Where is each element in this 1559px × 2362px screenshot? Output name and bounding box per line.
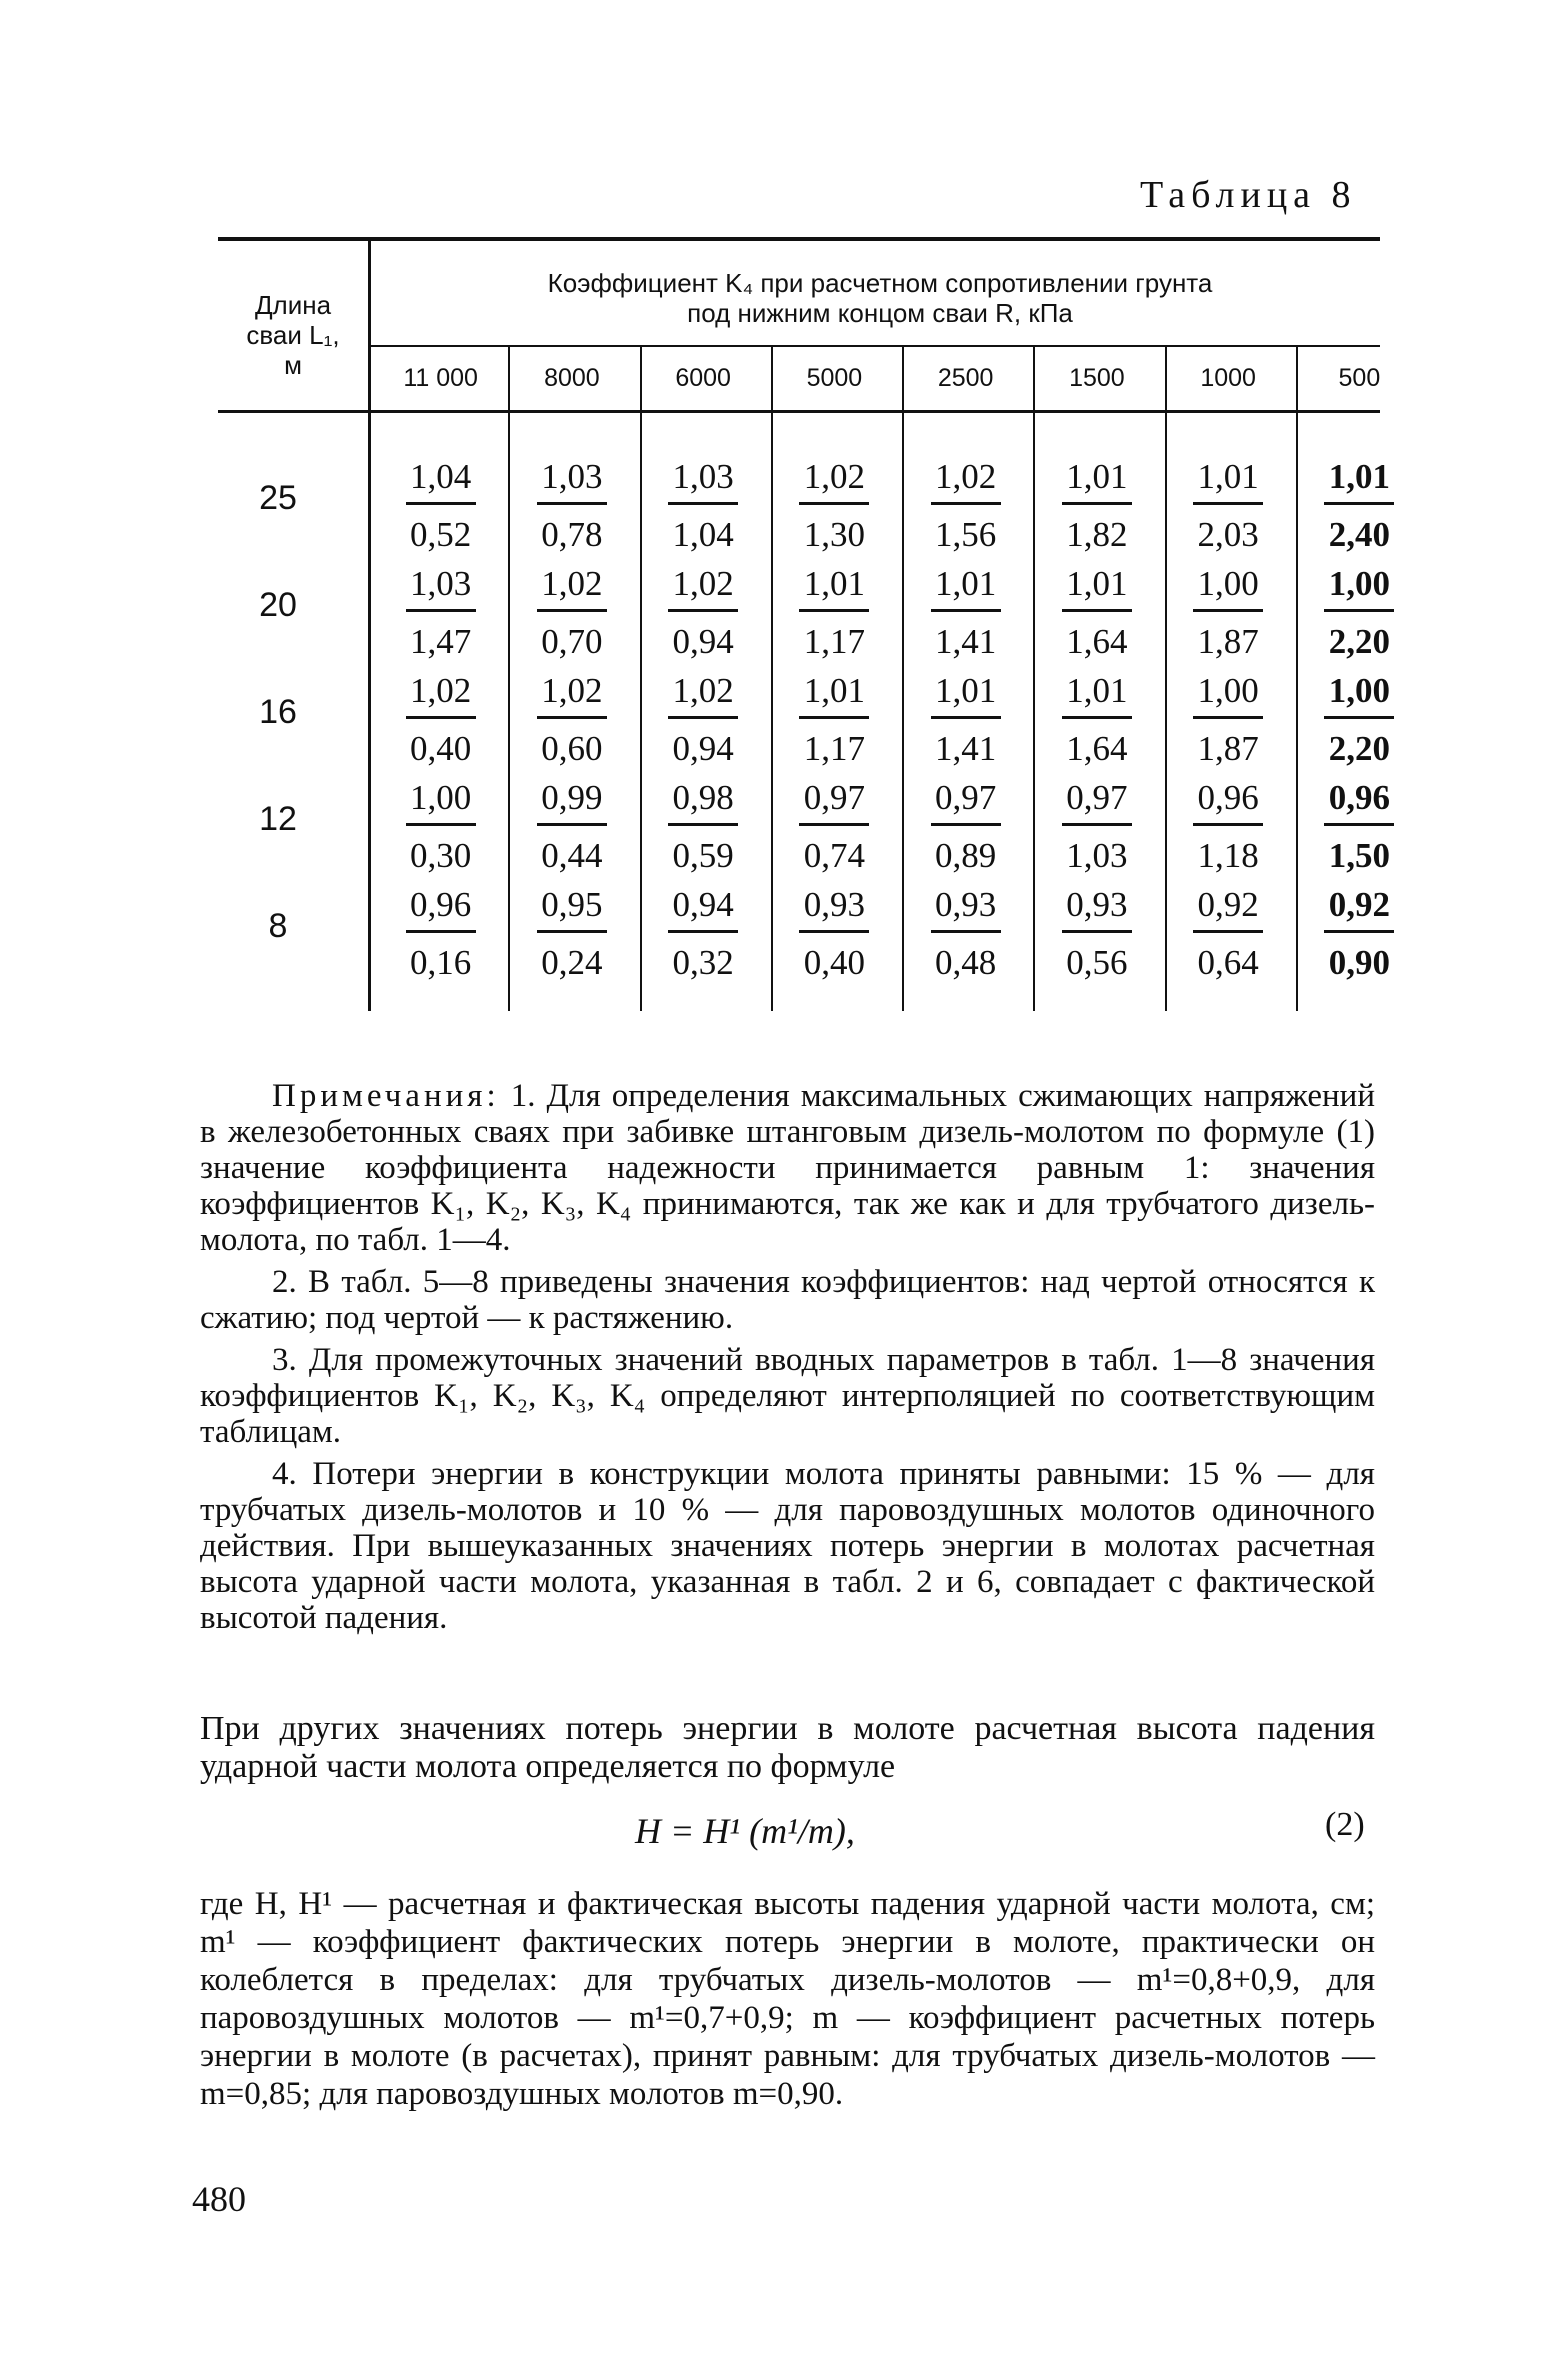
fraction-bar bbox=[668, 716, 738, 719]
table-cell bbox=[1057, 562, 1137, 664]
cell-tension-value: 1,82 bbox=[1066, 515, 1128, 554]
fraction-bar bbox=[799, 716, 869, 719]
column-header: 2500 bbox=[937, 364, 994, 392]
cell-tension-value: 0,59 bbox=[672, 836, 734, 875]
group-header-line1: Коэффициент K₄ при расчетном сопротивлении грунта bbox=[547, 268, 1213, 298]
table-cell bbox=[401, 669, 481, 771]
cell-compression-value: 0,96 bbox=[1328, 778, 1390, 817]
table-cell bbox=[1188, 883, 1268, 985]
cell-compression-value: 0,99 bbox=[541, 778, 603, 817]
cell-tension-value: 1,17 bbox=[803, 729, 865, 768]
cell-compression-value: 1,01 bbox=[935, 671, 997, 710]
table-cell bbox=[926, 669, 1006, 771]
column-header: 5000 bbox=[806, 364, 863, 392]
row-header-line1: Длина bbox=[254, 290, 332, 320]
cell-tension-value: 0,78 bbox=[541, 515, 603, 554]
cell-tension-value: 1,04 bbox=[672, 515, 734, 554]
row-length-label: 8 bbox=[268, 907, 288, 945]
table-cell bbox=[1057, 455, 1137, 557]
table-cell bbox=[794, 669, 874, 771]
cell-tension-value: 1,87 bbox=[1197, 622, 1259, 661]
note-1 bbox=[200, 1078, 1375, 1258]
cell-tension-value: 0,32 bbox=[672, 943, 734, 982]
cell-tension-value: 0,48 bbox=[935, 943, 997, 982]
fraction-bar bbox=[799, 502, 869, 505]
body-intro: При других значениях потерь энергии в молоте расчетная высота падения ударной части молота определяется по формуле bbox=[200, 1710, 1375, 1785]
table-cell bbox=[532, 669, 612, 771]
column-header: 1000 bbox=[1200, 364, 1256, 392]
table-cell bbox=[794, 776, 874, 878]
cell-compression-value: 0,97 bbox=[803, 778, 865, 817]
cell-compression-value: 1,04 bbox=[410, 457, 472, 496]
table-cell bbox=[663, 883, 743, 985]
table-cell bbox=[1188, 562, 1268, 664]
table-cell bbox=[1057, 883, 1137, 985]
cell-tension-value: 0,16 bbox=[410, 943, 472, 982]
fraction-bar bbox=[1193, 716, 1263, 719]
cell-compression-value: 1,03 bbox=[541, 457, 603, 496]
fraction-bar bbox=[1324, 502, 1394, 505]
cell-compression-value: 1,02 bbox=[803, 457, 865, 496]
column-divider bbox=[1296, 347, 1298, 1011]
group-header bbox=[380, 268, 1380, 328]
body-where: где H, H¹ — расчетная и фактическая высоты падения ударной части молота, см; m¹ — коэффициент фактических потерь энергии в молоте, практически он колеблется в пределах: для трубчатых дизель-молотов — m¹=0,8+0,9, для паровоздушных молотов — m¹=0,7+0,9; m — коэффициент расчетных потерь энергии в молоте (в расчетах), принят равным: для трубчатых дизель-молотов — m=0,85; для паровоздушных молотов m=0,90. bbox=[200, 1886, 1375, 2112]
column-divider bbox=[1165, 347, 1167, 1011]
cell-tension-value: 0,70 bbox=[541, 622, 603, 661]
cell-tension-value: 0,52 bbox=[410, 515, 472, 554]
column-header: 11 000 bbox=[403, 364, 478, 392]
cell-compression-value: 0,95 bbox=[541, 885, 603, 924]
page-number: 480 bbox=[192, 2179, 246, 2219]
table-cell bbox=[401, 455, 481, 557]
fraction-bar bbox=[1193, 502, 1263, 505]
cell-tension-value: 0,56 bbox=[1066, 943, 1128, 982]
cell-compression-value: 1,00 bbox=[410, 778, 472, 817]
cell-tension-value: 0,30 bbox=[410, 836, 472, 875]
formula-number: (2) bbox=[1325, 1806, 1365, 1843]
row-header bbox=[218, 290, 368, 380]
notes bbox=[200, 1078, 1375, 1636]
table-cell bbox=[663, 776, 743, 878]
cell-compression-value: 1,01 bbox=[803, 564, 865, 603]
table-cell bbox=[1188, 455, 1268, 557]
cell-compression-value: 0,93 bbox=[935, 885, 997, 924]
fraction-bar bbox=[1324, 930, 1394, 933]
notes-heading: Примечания: bbox=[272, 1078, 500, 1114]
column-divider bbox=[508, 347, 510, 1011]
cell-compression-value: 1,03 bbox=[410, 564, 472, 603]
fraction-bar bbox=[931, 502, 1001, 505]
cell-tension-value: 1,41 bbox=[935, 729, 997, 768]
fraction-bar bbox=[1062, 609, 1132, 612]
fraction-bar bbox=[1193, 609, 1263, 612]
cell-compression-value: 1,01 bbox=[1066, 671, 1128, 710]
cell-tension-value: 0,90 bbox=[1328, 943, 1390, 982]
table-cell bbox=[1188, 669, 1268, 771]
fraction-bar bbox=[799, 823, 869, 826]
cell-compression-value: 1,01 bbox=[1197, 457, 1259, 496]
cell-tension-value: 0,40 bbox=[410, 729, 472, 768]
row-header-divider bbox=[368, 241, 371, 1011]
fraction-bar bbox=[1324, 609, 1394, 612]
table-cell bbox=[1057, 776, 1137, 878]
cell-tension-value: 1,41 bbox=[935, 622, 997, 661]
fraction-bar bbox=[1062, 716, 1132, 719]
fraction-bar bbox=[799, 609, 869, 612]
cell-tension-value: 0,44 bbox=[541, 836, 603, 875]
fraction-bar bbox=[931, 930, 1001, 933]
column-header: 6000 bbox=[675, 364, 731, 392]
column-header: 8000 bbox=[544, 364, 600, 392]
fraction-bar bbox=[1193, 823, 1263, 826]
fraction-bar bbox=[931, 823, 1001, 826]
table-cell bbox=[401, 562, 481, 664]
fraction-bar bbox=[668, 930, 738, 933]
table-cell bbox=[401, 883, 481, 985]
cell-tension-value: 1,50 bbox=[1328, 836, 1390, 875]
cell-compression-value: 0,93 bbox=[803, 885, 865, 924]
row-length-label: 12 bbox=[259, 800, 297, 838]
cell-compression-value: 1,02 bbox=[541, 564, 603, 603]
fraction-bar bbox=[1062, 930, 1132, 933]
note-4: 4. Потери энергии в конструкции молота приняты равными: 15 % — для трубчатых дизель-молотов и 10 % — для паровоздушных молотов одиночного действия. При вышеуказанных значениях потерь энергии в молотах расчетная высота ударной части молота, указанная в табл. 2 и 6, совпадает с фактической высотой падения. bbox=[200, 1456, 1375, 1636]
note-1-text: 1. Для определения максимальных сжимающих напряжений в железобетонных сваях при забивке штанговым дизель-молотом по формуле (1) значение коэффициента надежности принимается равным 1: значения коэффициентов K₁, K₂, K₃, K₄ принимаются, так же как и для трубчатого дизель-молота, по табл. 1—4. bbox=[200, 1078, 1376, 1258]
formula: H = H¹ (m¹/m), bbox=[635, 1811, 855, 1851]
cell-compression-value: 0,96 bbox=[410, 885, 472, 924]
note-3: 3. Для промежуточных значений вводных параметров в табл. 1—8 значения коэффициентов K₁, K₂, K₃, K₄ определяют интерполяцией по соответствующим таблицам. bbox=[200, 1342, 1375, 1450]
fraction-bar bbox=[1062, 502, 1132, 505]
fraction-bar bbox=[668, 823, 738, 826]
fraction-bar bbox=[537, 930, 607, 933]
table-cell bbox=[1319, 455, 1399, 557]
cell-compression-value: 1,03 bbox=[672, 457, 734, 496]
cell-tension-value: 1,18 bbox=[1197, 836, 1259, 875]
table-cell bbox=[663, 562, 743, 664]
table-cell bbox=[926, 455, 1006, 557]
cell-tension-value: 1,03 bbox=[1066, 836, 1128, 875]
cell-tension-value: 0,94 bbox=[672, 622, 734, 661]
cell-tension-value: 0,60 bbox=[541, 729, 603, 768]
fraction-bar bbox=[406, 716, 476, 719]
table-cell bbox=[1319, 669, 1399, 771]
fraction-bar bbox=[406, 502, 476, 505]
cell-compression-value: 1,00 bbox=[1328, 671, 1390, 710]
cell-tension-value: 2,20 bbox=[1328, 622, 1390, 661]
row-length-label: 16 bbox=[259, 693, 297, 731]
table-cell bbox=[794, 455, 874, 557]
table-cell bbox=[1319, 883, 1399, 985]
fraction-bar bbox=[668, 502, 738, 505]
cell-compression-value: 0,92 bbox=[1197, 885, 1259, 924]
table-cell bbox=[794, 562, 874, 664]
table-cell bbox=[1319, 562, 1399, 664]
table-cell bbox=[1319, 776, 1399, 878]
fraction-bar bbox=[537, 716, 607, 719]
group-header-rule bbox=[368, 345, 1380, 347]
cell-tension-value: 2,20 bbox=[1328, 729, 1390, 768]
table-top-rule bbox=[218, 237, 1380, 241]
table-cell bbox=[663, 669, 743, 771]
cell-compression-value: 0,92 bbox=[1328, 885, 1390, 924]
cell-compression-value: 0,97 bbox=[1066, 778, 1128, 817]
row-header-line3: м bbox=[284, 350, 302, 380]
table-caption: Таблица 8 bbox=[1140, 174, 1357, 216]
fraction-bar bbox=[406, 609, 476, 612]
cell-compression-value: 1,00 bbox=[1197, 671, 1259, 710]
group-header-line2: под нижним концом сваи R, кПа bbox=[687, 298, 1073, 328]
cell-tension-value: 1,47 bbox=[410, 622, 472, 661]
table-cell bbox=[532, 883, 612, 985]
table-cell bbox=[926, 776, 1006, 878]
fraction-bar bbox=[931, 609, 1001, 612]
note-2: 2. В табл. 5—8 приведены значения коэффициентов: над чертой относятся к сжатию; под чертой — к растяжению. bbox=[200, 1264, 1375, 1336]
table-cell bbox=[532, 562, 612, 664]
fraction-bar bbox=[931, 716, 1001, 719]
cell-compression-value: 1,02 bbox=[541, 671, 603, 710]
cell-tension-value: 0,74 bbox=[803, 836, 865, 875]
cell-tension-value: 1,56 bbox=[935, 515, 997, 554]
cell-tension-value: 0,89 bbox=[935, 836, 997, 875]
cell-compression-value: 1,01 bbox=[803, 671, 865, 710]
cell-tension-value: 1,87 bbox=[1197, 729, 1259, 768]
cell-tension-value: 0,94 bbox=[672, 729, 734, 768]
fraction-bar bbox=[406, 823, 476, 826]
cell-compression-value: 0,97 bbox=[935, 778, 997, 817]
row-length-label: 20 bbox=[259, 586, 297, 624]
column-divider bbox=[640, 347, 642, 1011]
cell-tension-value: 1,30 bbox=[803, 515, 865, 554]
table-cell bbox=[663, 455, 743, 557]
cell-compression-value: 1,01 bbox=[1066, 564, 1128, 603]
cell-tension-value: 2,03 bbox=[1197, 515, 1259, 554]
cell-compression-value: 1,02 bbox=[935, 457, 997, 496]
table-cell bbox=[1057, 669, 1137, 771]
fraction-bar bbox=[537, 823, 607, 826]
column-divider bbox=[1033, 347, 1035, 1011]
fraction-bar bbox=[406, 930, 476, 933]
fraction-bar bbox=[1193, 930, 1263, 933]
cell-compression-value: 1,01 bbox=[1328, 457, 1390, 496]
fraction-bar bbox=[537, 502, 607, 505]
cell-tension-value: 0,40 bbox=[803, 943, 865, 982]
fraction-bar bbox=[537, 609, 607, 612]
cell-tension-value: 0,64 bbox=[1197, 943, 1259, 982]
fraction-bar bbox=[668, 609, 738, 612]
column-divider bbox=[771, 347, 773, 1011]
table-cell bbox=[532, 776, 612, 878]
table-cell bbox=[401, 776, 481, 878]
cell-compression-value: 0,96 bbox=[1197, 778, 1259, 817]
cell-compression-value: 1,00 bbox=[1328, 564, 1390, 603]
cell-compression-value: 0,98 bbox=[672, 778, 734, 817]
fraction-bar bbox=[799, 930, 869, 933]
column-header: 1500 bbox=[1069, 364, 1125, 392]
fraction-bar bbox=[1324, 823, 1394, 826]
table-cell bbox=[926, 883, 1006, 985]
table-cell bbox=[794, 883, 874, 985]
cell-compression-value: 1,01 bbox=[1066, 457, 1128, 496]
fraction-bar bbox=[1062, 823, 1132, 826]
cell-compression-value: 1,02 bbox=[672, 671, 734, 710]
cell-compression-value: 1,02 bbox=[410, 671, 472, 710]
fraction-bar bbox=[1324, 716, 1394, 719]
cell-compression-value: 1,01 bbox=[935, 564, 997, 603]
cell-tension-value: 1,64 bbox=[1066, 622, 1128, 661]
cell-compression-value: 1,00 bbox=[1197, 564, 1259, 603]
cell-compression-value: 0,94 bbox=[672, 885, 734, 924]
header-bottom-rule bbox=[218, 410, 1380, 413]
table-cell bbox=[532, 455, 612, 557]
column-divider bbox=[902, 347, 904, 1011]
cell-tension-value: 1,64 bbox=[1066, 729, 1128, 768]
row-length-label: 25 bbox=[259, 479, 297, 517]
table-cell bbox=[926, 562, 1006, 664]
row-header-line2: сваи L₁, bbox=[246, 320, 340, 350]
table-cell bbox=[1188, 776, 1268, 878]
cell-tension-value: 1,17 bbox=[803, 622, 865, 661]
cell-tension-value: 0,24 bbox=[541, 943, 603, 982]
cell-compression-value: 0,93 bbox=[1066, 885, 1128, 924]
cell-compression-value: 1,02 bbox=[672, 564, 734, 603]
column-header: 500 bbox=[1338, 364, 1381, 392]
cell-tension-value: 2,40 bbox=[1328, 515, 1390, 554]
